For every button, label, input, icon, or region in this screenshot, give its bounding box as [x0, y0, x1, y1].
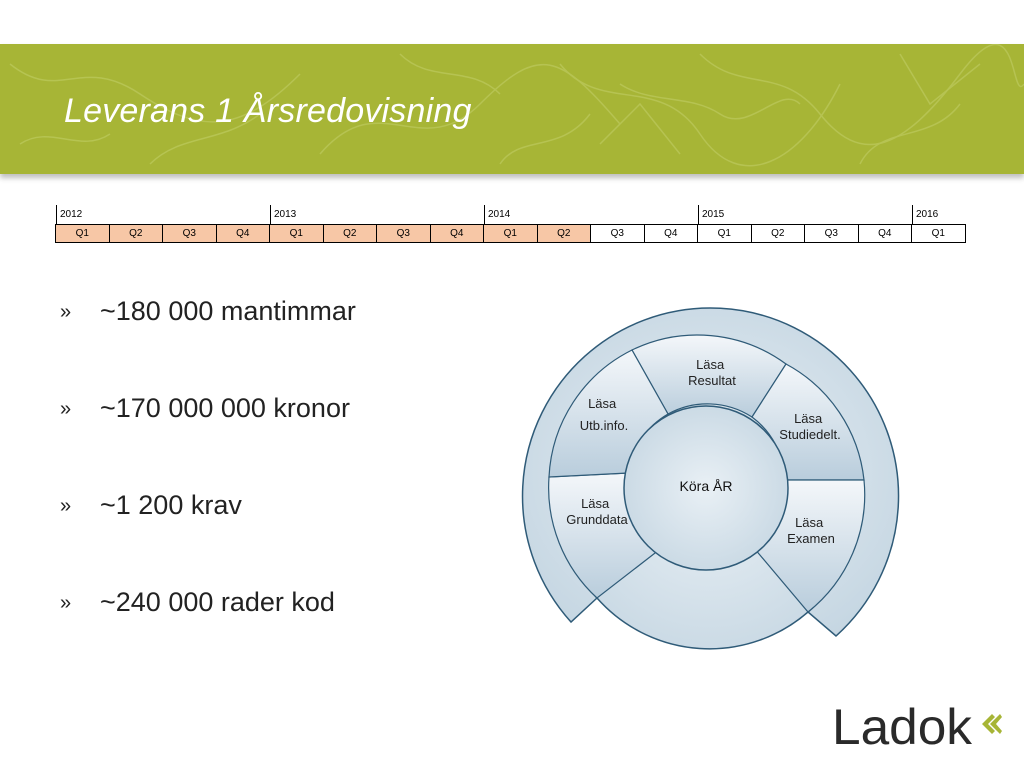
bullet-item — [60, 296, 356, 327]
bullet-text: ~170 000 000 kronor — [100, 393, 350, 423]
quarter-cell: Q1 — [55, 224, 110, 243]
year-label: 2012 — [56, 205, 270, 224]
segment-label: Läsa Grunddata — [566, 496, 628, 527]
quarter-cell: Q2 — [537, 224, 592, 243]
bullet-item — [60, 587, 335, 618]
bullet-item — [60, 393, 350, 424]
quarter-cell: Q2 — [323, 224, 378, 243]
bullet-marker: » — [60, 398, 72, 420]
quarter-cell: Q3 — [376, 224, 431, 243]
quarter-cell: Q4 — [644, 224, 699, 243]
bullet-marker: » — [60, 301, 72, 323]
center-label: Köra ÅR — [679, 478, 733, 494]
slide-title: Leverans 1 Årsredovisning — [64, 92, 472, 130]
quarter-cell: Q3 — [804, 224, 859, 243]
quarter-cell: Q2 — [751, 224, 806, 243]
process-diagram — [520, 290, 910, 660]
segment-label: Läsa Studiedelt. — [779, 411, 841, 442]
bullet-text: ~180 000 mantimmar — [100, 296, 356, 326]
bullet-marker: » — [60, 495, 72, 517]
year-label: 2014 — [484, 205, 698, 224]
quarter-cell: Q1 — [911, 224, 966, 243]
logo-text: Ladok — [832, 700, 974, 752]
quarter-cell: Q2 — [109, 224, 164, 243]
quarter-cell: Q1 — [697, 224, 752, 243]
timeline — [56, 205, 970, 243]
bullet-marker: » — [60, 592, 72, 614]
bullet-text: ~1 200 krav — [100, 490, 242, 520]
bullet-text: ~240 000 rader kod — [100, 587, 335, 617]
ladok-logo — [832, 700, 1002, 752]
quarter-cell: Q1 — [483, 224, 538, 243]
quarter-cell: Q4 — [430, 224, 485, 243]
year-label: 2015 — [698, 205, 912, 224]
quarter-cell: Q3 — [590, 224, 645, 243]
segment-label: Läsa Utb.info. — [579, 396, 629, 433]
year-label: 2013 — [270, 205, 484, 224]
quarter-row — [56, 224, 970, 243]
year-label: 2016 — [912, 205, 970, 224]
bullet-item — [60, 490, 242, 521]
year-row — [56, 205, 970, 224]
segment-label: Läsa Resultat — [688, 357, 736, 388]
quarter-cell: Q4 — [858, 224, 913, 243]
quarter-cell: Q3 — [162, 224, 217, 243]
quarter-cell: Q1 — [269, 224, 324, 243]
quarter-cell: Q4 — [216, 224, 271, 243]
segment-label: Läsa Examen — [787, 515, 835, 546]
